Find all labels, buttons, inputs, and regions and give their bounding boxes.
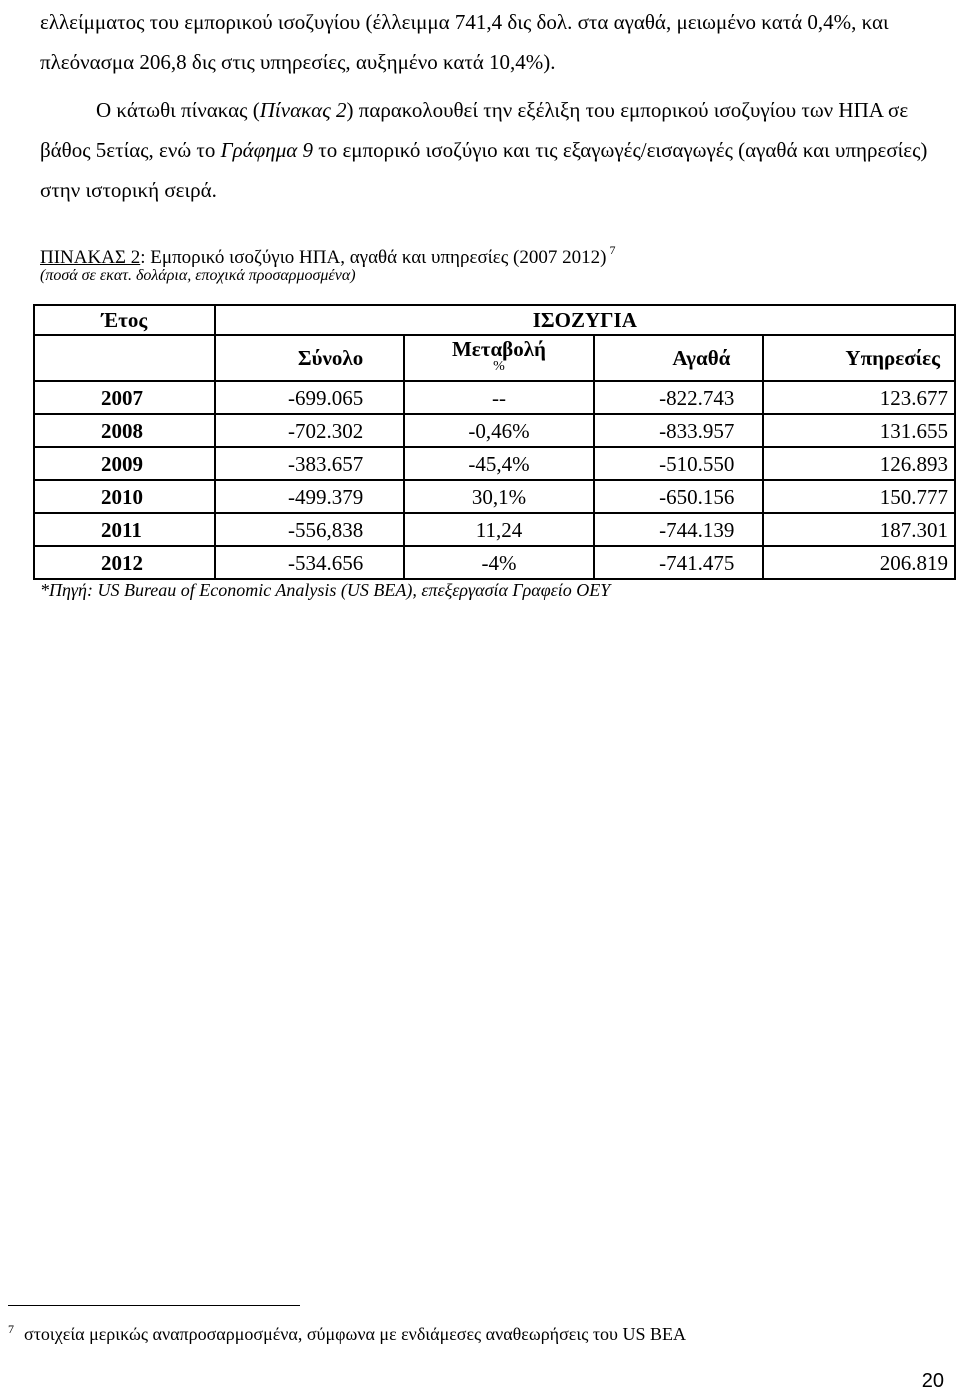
cell-change: -4%: [404, 546, 594, 579]
table-caption-label: ΠΙΝΑΚΑΣ 2: [40, 247, 141, 268]
paragraph-text: ) παρακολουθεί την εξέλιξη του εμπορικού ισοζυγίου των ΗΠΑ σε βάθος 5ετίας, ενώ το: [40, 98, 909, 162]
cell-goods: -650.156: [594, 480, 764, 513]
cell-year: 2010: [34, 480, 215, 513]
trade-balance-table: [33, 304, 956, 580]
table-header-row: [34, 305, 955, 335]
table-reference: Πίνακας 2: [259, 98, 347, 122]
cell-total: -383.657: [215, 447, 405, 480]
cell-services: 131.655: [763, 414, 955, 447]
header-change-unit: %: [493, 359, 505, 374]
footnote-divider: [8, 1305, 300, 1306]
table-units-note: (ποσά σε εκατ. δολάρια, εποχικά προσαρμοσμένα): [40, 267, 356, 284]
table-row: [34, 381, 955, 414]
table-row: [34, 513, 955, 546]
body-paragraph-1: ελλείμματος του εμπορικού ισοζυγίου (έλλειμμα 741,4 δις δολ. στα αγαθά, μειωμένο κατά 0,4%, και πλεόνασμα 206,8 δις στις υπηρεσίες, αυξημένο κατά 10,4%).: [40, 10, 889, 74]
header-change: [404, 335, 594, 381]
cell-year: 2011: [34, 513, 215, 546]
cell-change: -45,4%: [404, 447, 594, 480]
header-balances: ΙΣΟΖΥΓΙΑ: [215, 305, 955, 335]
cell-change: 11,24: [404, 513, 594, 546]
table-row: [34, 546, 955, 579]
body-paragraph-2: [40, 90, 945, 210]
table-row: [34, 447, 955, 480]
cell-services: 150.777: [763, 480, 955, 513]
cell-goods: -510.550: [594, 447, 764, 480]
cell-change: 30,1%: [404, 480, 594, 513]
cell-services: 126.893: [763, 447, 955, 480]
paragraph-text: Ο κάτωθι πίνακας (: [96, 98, 260, 122]
cell-goods: -744.139: [594, 513, 764, 546]
header-goods: Αγαθά: [594, 335, 764, 381]
cell-goods: -822.743: [594, 381, 764, 414]
cell-total: -499.379: [215, 480, 405, 513]
cell-services: 187.301: [763, 513, 955, 546]
table-row: [34, 414, 955, 447]
cell-total: -699.065: [215, 381, 405, 414]
footnote-number: 7: [8, 1322, 14, 1336]
table-subheader-row: [34, 335, 955, 381]
footnote: [8, 1316, 686, 1347]
cell-change: -0,46%: [404, 414, 594, 447]
cell-total: -534.656: [215, 546, 405, 579]
table-row: [34, 480, 955, 513]
page-number: 20: [921, 1370, 944, 1392]
cell-year: 2007: [34, 381, 215, 414]
cell-services: 206.819: [763, 546, 955, 579]
table-source-note: *Πηγή: US Bureau of Economic Analysis (US BEA), επεξεργασία Γραφείο ΟΕΥ: [40, 580, 611, 600]
chart-reference: Γράφημα 9: [220, 138, 314, 162]
cell-goods: -741.475: [594, 546, 764, 579]
header-empty: [34, 335, 215, 381]
cell-year: 2012: [34, 546, 215, 579]
cell-total: -702.302: [215, 414, 405, 447]
header-services: Υπηρεσίες: [763, 335, 955, 381]
cell-change: --: [404, 381, 594, 414]
header-year: Έτος: [34, 305, 215, 335]
header-change-label: Μεταβολή: [451, 337, 546, 361]
paragraph-text: το εμπορικό ισοζύγιο και τις εξαγωγές/εισαγωγές (αγαθά και υπηρεσίες) στην ιστορική σειρά.: [40, 138, 928, 202]
header-total: Σύνολο: [215, 335, 405, 381]
cell-year: 2008: [34, 414, 215, 447]
cell-goods: -833.957: [594, 414, 764, 447]
table-caption-text: : Εμπορικό ισοζύγιο ΗΠΑ, αγαθά και υπηρεσίες (2007 2012): [140, 247, 607, 268]
footnote-text: στοιχεία μερικώς αναπροσαρμοσμένα, σύμφωνα με ενδιάμεσες αναθεωρήσεις του US BEA: [24, 1324, 686, 1344]
footnote-reference: 7: [609, 243, 616, 257]
cell-total: -556,838: [215, 513, 405, 546]
cell-year: 2009: [34, 447, 215, 480]
cell-services: 123.677: [763, 381, 955, 414]
